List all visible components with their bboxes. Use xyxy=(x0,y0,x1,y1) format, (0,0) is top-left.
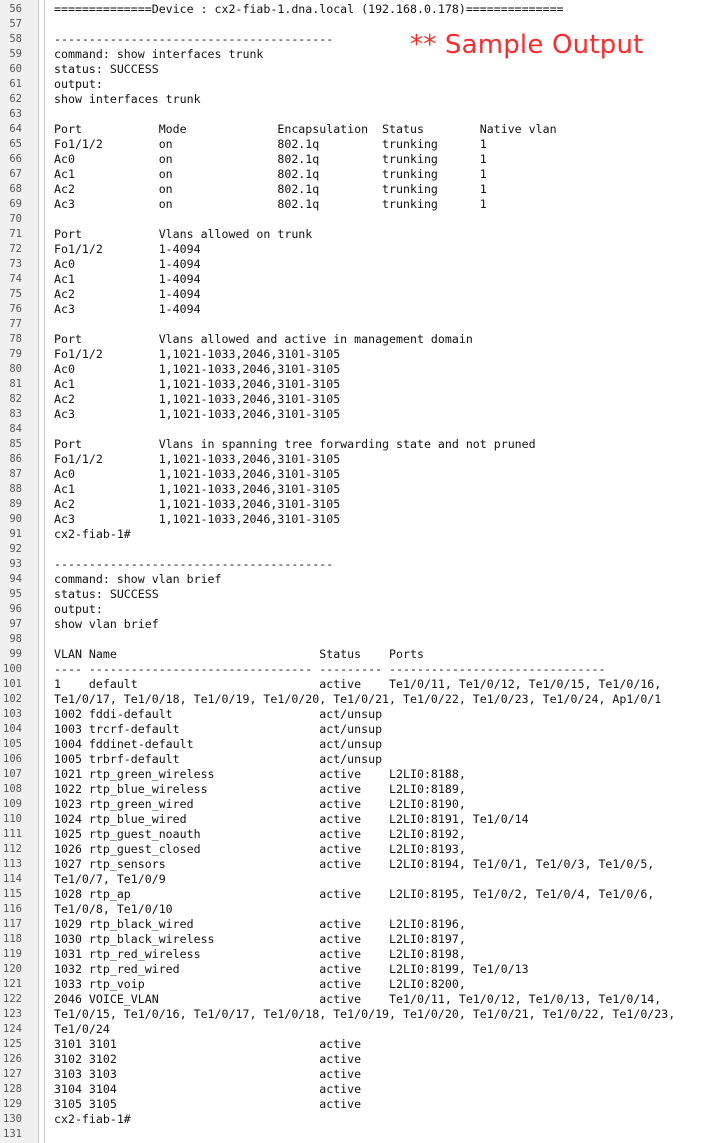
sample-output-annotation: ** Sample Output xyxy=(410,30,644,60)
line-text: output: xyxy=(54,77,103,91)
code-line[interactable] xyxy=(0,797,704,812)
code-line[interactable] xyxy=(0,422,704,437)
line-text: command: show interfaces trunk xyxy=(54,47,264,61)
line-number: 60 xyxy=(9,63,22,75)
line-number: 102 xyxy=(3,693,22,705)
line-number: 113 xyxy=(3,858,22,870)
line-number: 128 xyxy=(3,1083,22,1095)
line-number: 64 xyxy=(9,123,22,135)
line-text: show interfaces trunk xyxy=(54,92,201,106)
line-text: Port Mode Encapsulation Status Native vlan xyxy=(54,122,557,136)
line-number: 123 xyxy=(3,1008,22,1020)
line-number: 88 xyxy=(9,483,22,495)
code-line[interactable] xyxy=(0,287,704,302)
line-number: 89 xyxy=(9,498,22,510)
code-line[interactable] xyxy=(0,1067,704,1082)
line-number: 107 xyxy=(3,768,22,780)
code-line[interactable] xyxy=(0,1127,704,1142)
code-line[interactable] xyxy=(0,152,704,167)
code-line[interactable] xyxy=(0,1112,704,1127)
line-number: 125 xyxy=(3,1038,22,1050)
code-line[interactable] xyxy=(0,857,704,872)
line-number: 59 xyxy=(9,48,22,60)
code-line[interactable] xyxy=(0,362,704,377)
line-text: Ac0 1,1021-1033,2046,3101-3105 xyxy=(54,467,341,481)
line-number: 72 xyxy=(9,243,22,255)
line-text: 1022 rtp_blue_wireless active L2LI0:8189, xyxy=(54,782,466,796)
code-line[interactable] xyxy=(0,707,704,722)
code-line[interactable] xyxy=(0,257,704,272)
line-number: 126 xyxy=(3,1053,22,1065)
line-text: status: SUCCESS xyxy=(54,62,159,76)
line-number: 121 xyxy=(3,978,22,990)
code-line[interactable] xyxy=(0,137,704,152)
line-text: status: SUCCESS xyxy=(54,587,159,601)
code-line[interactable] xyxy=(0,782,704,797)
line-text: 1033 rtp_voip active L2LI0:8200, xyxy=(54,977,466,991)
line-number: 120 xyxy=(3,963,22,975)
line-text: Ac0 1,1021-1033,2046,3101-3105 xyxy=(54,362,341,376)
code-line[interactable] xyxy=(0,737,704,752)
code-line[interactable] xyxy=(0,437,704,452)
line-text: cx2-fiab-1# xyxy=(54,527,131,541)
code-line[interactable] xyxy=(0,392,704,407)
line-text: Te1/0/7, Te1/0/9 xyxy=(54,872,166,886)
code-line[interactable] xyxy=(0,587,704,602)
code-line[interactable] xyxy=(0,212,704,227)
line-text: 3101 3101 active xyxy=(54,1037,362,1051)
code-line[interactable] xyxy=(0,302,704,317)
line-text: Te1/0/15, Te1/0/16, Te1/0/17, Te1/0/18, Te1/0/19, Te1/0/20, Te1/0/21, Te1/0/22, Te1/0/23, xyxy=(54,1007,676,1021)
line-text: 1 default active Te1/0/11, Te1/0/12, Te1/0/15, Te1/0/16, xyxy=(54,677,662,691)
code-line[interactable] xyxy=(0,872,704,887)
line-text: 3105 3105 active xyxy=(54,1097,362,1111)
code-line[interactable] xyxy=(0,1082,704,1097)
code-line[interactable] xyxy=(0,947,704,962)
line-number: 101 xyxy=(3,678,22,690)
line-number: 90 xyxy=(9,513,22,525)
code-line[interactable] xyxy=(0,542,704,557)
line-text: Te1/0/8, Te1/0/10 xyxy=(54,902,173,916)
line-text: 3104 3104 active xyxy=(54,1082,362,1096)
line-number: 95 xyxy=(9,588,22,600)
line-number: 122 xyxy=(3,993,22,1005)
line-text: ==============Device : cx2-fiab-1.dna.local (192.168.0.178)============== xyxy=(54,2,564,16)
line-number: 58 xyxy=(9,33,22,45)
line-number: 57 xyxy=(9,18,22,30)
line-number: 112 xyxy=(3,843,22,855)
line-number: 84 xyxy=(9,423,22,435)
line-text: 1025 rtp_guest_noauth active L2LI0:8192, xyxy=(54,827,466,841)
line-text: Ac3 1-4094 xyxy=(54,302,201,316)
line-number: 103 xyxy=(3,708,22,720)
line-text: Ac0 on 802.1q trunking 1 xyxy=(54,152,487,166)
line-number: 129 xyxy=(3,1098,22,1110)
line-text: Fo1/1/2 1,1021-1033,2046,3101-3105 xyxy=(54,347,341,361)
line-text: Ac3 1,1021-1033,2046,3101-3105 xyxy=(54,407,341,421)
line-text: ---------------------------------------- xyxy=(54,557,334,571)
code-line[interactable] xyxy=(0,767,704,782)
line-number: 119 xyxy=(3,948,22,960)
code-line[interactable] xyxy=(0,812,704,827)
line-text: 1024 rtp_blue_wired active L2LI0:8191, Te1/0/14 xyxy=(54,812,529,826)
code-line[interactable] xyxy=(0,452,704,467)
line-number: 127 xyxy=(3,1068,22,1080)
line-text: ---------------------------------------- xyxy=(54,32,334,46)
code-line[interactable] xyxy=(0,467,704,482)
line-number: 104 xyxy=(3,723,22,735)
line-number: 124 xyxy=(3,1023,22,1035)
line-number: 118 xyxy=(3,933,22,945)
line-text: Ac2 1,1021-1033,2046,3101-3105 xyxy=(54,392,341,406)
code-line[interactable] xyxy=(0,242,704,257)
line-number: 98 xyxy=(9,633,22,645)
line-number: 94 xyxy=(9,573,22,585)
line-text: Ac1 on 802.1q trunking 1 xyxy=(54,167,487,181)
code-line[interactable] xyxy=(0,827,704,842)
line-text: Ac2 1,1021-1033,2046,3101-3105 xyxy=(54,497,341,511)
code-line[interactable] xyxy=(0,752,704,767)
code-line[interactable] xyxy=(0,482,704,497)
code-line[interactable] xyxy=(0,167,704,182)
line-text: 1028 rtp_ap active L2LI0:8195, Te1/0/2, Te1/0/4, Te1/0/6, xyxy=(54,887,655,901)
line-number: 83 xyxy=(9,408,22,420)
line-text: show vlan brief xyxy=(54,617,159,631)
line-number: 66 xyxy=(9,153,22,165)
line-number: 78 xyxy=(9,333,22,345)
line-text: Ac1 1,1021-1033,2046,3101-3105 xyxy=(54,377,341,391)
code-line[interactable] xyxy=(0,902,704,917)
code-line[interactable] xyxy=(0,92,704,107)
code-line[interactable] xyxy=(0,572,704,587)
line-text: Ac0 1-4094 xyxy=(54,257,201,271)
code-line[interactable] xyxy=(0,842,704,857)
line-text: Ac1 1,1021-1033,2046,3101-3105 xyxy=(54,482,341,496)
line-number: 115 xyxy=(3,888,22,900)
line-number: 130 xyxy=(3,1113,22,1125)
line-text: 1004 fddinet-default act/unsup xyxy=(54,737,383,751)
line-text: cx2-fiab-1# xyxy=(54,1112,131,1126)
code-line[interactable] xyxy=(0,527,704,542)
line-text: Fo1/1/2 1-4094 xyxy=(54,242,201,256)
line-number: 87 xyxy=(9,468,22,480)
code-line[interactable] xyxy=(0,662,704,677)
code-line[interactable] xyxy=(0,62,704,77)
code-line[interactable] xyxy=(0,227,704,242)
code-line[interactable] xyxy=(0,992,704,1007)
line-text: ---- -------------------------------- --------- ------------------------------- xyxy=(54,662,606,676)
line-number: 111 xyxy=(3,828,22,840)
code-line[interactable] xyxy=(0,377,704,392)
line-text: VLAN Name Status Ports xyxy=(54,647,424,661)
line-text: Port Vlans allowed and active in management domain xyxy=(54,332,473,346)
line-number: 116 xyxy=(3,903,22,915)
line-text: 1003 trcrf-default act/unsup xyxy=(54,722,383,736)
line-text: Port Vlans allowed on trunk xyxy=(54,227,313,241)
code-line[interactable] xyxy=(0,692,704,707)
code-line[interactable] xyxy=(0,272,704,287)
code-line[interactable] xyxy=(0,317,704,332)
code-line[interactable] xyxy=(0,647,704,662)
line-number: 105 xyxy=(3,738,22,750)
line-text: Ac3 1,1021-1033,2046,3101-3105 xyxy=(54,512,341,526)
code-line[interactable] xyxy=(0,182,704,197)
code-line[interactable] xyxy=(0,722,704,737)
line-number: 56 xyxy=(9,3,22,15)
code-line[interactable] xyxy=(0,2,704,17)
line-text: 1031 rtp_red_wireless active L2LI0:8198, xyxy=(54,947,466,961)
code-line[interactable] xyxy=(0,962,704,977)
line-number: 108 xyxy=(3,783,22,795)
line-number: 77 xyxy=(9,318,22,330)
line-number: 75 xyxy=(9,288,22,300)
line-number: 82 xyxy=(9,393,22,405)
code-line[interactable] xyxy=(0,407,704,422)
code-line[interactable] xyxy=(0,1097,704,1112)
code-line[interactable] xyxy=(0,512,704,527)
code-line[interactable] xyxy=(0,77,704,92)
code-line[interactable] xyxy=(0,122,704,137)
line-number: 106 xyxy=(3,753,22,765)
line-text: 1027 rtp_sensors active L2LI0:8194, Te1/0/1, Te1/0/3, Te1/0/5, xyxy=(54,857,655,871)
code-line[interactable] xyxy=(0,1022,704,1037)
line-number: 74 xyxy=(9,273,22,285)
line-number: 80 xyxy=(9,363,22,375)
line-number: 81 xyxy=(9,378,22,390)
line-number: 67 xyxy=(9,168,22,180)
code-line[interactable] xyxy=(0,602,704,617)
code-line[interactable] xyxy=(0,1007,704,1022)
line-text: Port Vlans in spanning tree forwarding state and not pruned xyxy=(54,437,536,451)
line-number: 93 xyxy=(9,558,22,570)
line-text: 1021 rtp_green_wireless active L2LI0:8188, xyxy=(54,767,466,781)
line-text: Ac1 1-4094 xyxy=(54,272,201,286)
code-line[interactable] xyxy=(0,1037,704,1052)
line-number: 85 xyxy=(9,438,22,450)
code-lines[interactable] xyxy=(0,2,704,1142)
code-line[interactable] xyxy=(0,347,704,362)
line-text: 1026 rtp_guest_closed active L2LI0:8193, xyxy=(54,842,466,856)
line-number: 62 xyxy=(9,93,22,105)
line-number: 73 xyxy=(9,258,22,270)
line-text: 3103 3103 active xyxy=(54,1067,362,1081)
code-line[interactable] xyxy=(0,332,704,347)
line-number: 131 xyxy=(3,1128,22,1140)
code-line[interactable] xyxy=(0,677,704,692)
line-text: Fo1/1/2 1,1021-1033,2046,3101-3105 xyxy=(54,452,341,466)
line-text: Te1/0/24 xyxy=(54,1022,110,1036)
line-number: 63 xyxy=(9,108,22,120)
line-number: 70 xyxy=(9,213,22,225)
code-line[interactable] xyxy=(0,197,704,212)
line-number: 117 xyxy=(3,918,22,930)
line-text: 1005 trbrf-default act/unsup xyxy=(54,752,383,766)
line-text: 1030 rtp_black_wireless active L2LI0:8197, xyxy=(54,932,466,946)
line-text: command: show vlan brief xyxy=(54,572,222,586)
line-text: 3102 3102 active xyxy=(54,1052,362,1066)
code-line[interactable] xyxy=(0,932,704,947)
code-line[interactable] xyxy=(0,977,704,992)
line-number: 69 xyxy=(9,198,22,210)
code-line[interactable] xyxy=(0,917,704,932)
line-number: 99 xyxy=(9,648,22,660)
line-number: 68 xyxy=(9,183,22,195)
line-text: 1029 rtp_black_wired active L2LI0:8196, xyxy=(54,917,466,931)
line-number: 110 xyxy=(3,813,22,825)
line-number: 79 xyxy=(9,348,22,360)
line-number: 91 xyxy=(9,528,22,540)
line-number: 76 xyxy=(9,303,22,315)
line-number: 97 xyxy=(9,618,22,630)
code-line[interactable] xyxy=(0,497,704,512)
line-text: Ac2 1-4094 xyxy=(54,287,201,301)
code-line[interactable] xyxy=(0,632,704,647)
code-line[interactable] xyxy=(0,1052,704,1067)
line-number: 109 xyxy=(3,798,22,810)
code-line[interactable] xyxy=(0,887,704,902)
line-text: Ac2 on 802.1q trunking 1 xyxy=(54,182,487,196)
line-number: 71 xyxy=(9,228,22,240)
line-text: output: xyxy=(54,602,103,616)
code-line[interactable] xyxy=(0,557,704,572)
line-number: 100 xyxy=(3,663,22,675)
line-number: 96 xyxy=(9,603,22,615)
line-number: 86 xyxy=(9,453,22,465)
line-text: Te1/0/17, Te1/0/18, Te1/0/19, Te1/0/20, Te1/0/21, Te1/0/22, Te1/0/23, Te1/0/24, Ap1/0/1 xyxy=(54,692,662,706)
line-text: 2046 VOICE_VLAN active Te1/0/11, Te1/0/12, Te1/0/13, Te1/0/14, xyxy=(54,992,662,1006)
line-text: Fo1/1/2 on 802.1q trunking 1 xyxy=(54,137,487,151)
line-number: 92 xyxy=(9,543,22,555)
line-text: 1032 rtp_red_wired active L2LI0:8199, Te1/0/13 xyxy=(54,962,529,976)
line-text: Ac3 on 802.1q trunking 1 xyxy=(54,197,487,211)
code-line[interactable] xyxy=(0,107,704,122)
line-number: 114 xyxy=(3,873,22,885)
line-number: 65 xyxy=(9,138,22,150)
line-text: 1002 fddi-default act/unsup xyxy=(54,707,383,721)
code-line[interactable] xyxy=(0,617,704,632)
line-text: 1023 rtp_green_wired active L2LI0:8190, xyxy=(54,797,466,811)
line-number: 61 xyxy=(9,78,22,90)
